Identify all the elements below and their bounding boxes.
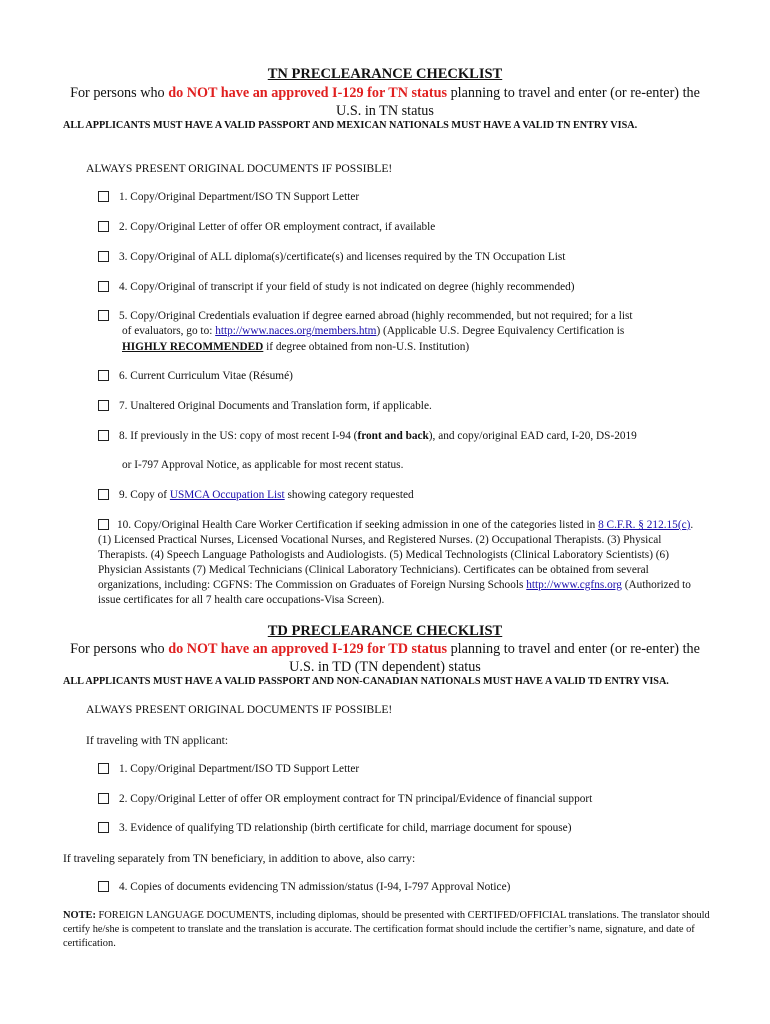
tn-item-3-text: 3. Copy/Original of ALL diploma(s)/certificate(s) and licenses required by the TN Occupation List bbox=[119, 251, 566, 263]
tn-subtitle-a: For persons who bbox=[70, 85, 169, 101]
tn-item-10-text-a: 10. Copy/Original Health Care Worker Certification if seeking admission in one of the categories listed in bbox=[117, 519, 599, 531]
note-text: FOREIGN LANGUAGE DOCUMENTS, including diplomas, should be presented with CERTIFED/OFFICIAL translations. The translator should certify he/she is competent to translate and the translation is accurate. The certification format should include the certifier’s name, signature, and date of certification. bbox=[63, 910, 710, 949]
tn-item-8-text-a: 8. If previously in the US: copy of most recent I-94 ( bbox=[119, 430, 358, 442]
tn-item-9 bbox=[98, 488, 713, 503]
cgfns-link[interactable]: http://www.cgfns.org bbox=[526, 579, 622, 591]
tn-subtitle-b: planning to travel and enter (or re-enter) the U.S. in TN status bbox=[336, 85, 700, 119]
td-subtitle-b: planning to travel and enter (or re-enter) the U.S. in TD (TN dependent) status bbox=[289, 641, 700, 675]
td-if-separately: If traveling separately from TN beneficiary, in addition to above, also carry: bbox=[63, 852, 416, 865]
tn-title: TN PRECLEARANCE CHECKLIST bbox=[267, 66, 503, 82]
td-item-4-text: 4. Copies of documents evidencing TN admission/status (I-94, I-797 Approval Notice) bbox=[119, 881, 511, 893]
tn-item-5-cont2 bbox=[122, 340, 717, 355]
tn-item-5 bbox=[98, 309, 713, 324]
tn-item-4 bbox=[98, 280, 713, 295]
tn-item-5-text-b: of evaluators, go to: bbox=[122, 325, 216, 337]
td-subtitle-a: For persons who bbox=[70, 641, 169, 657]
tn-item-9-text-b: showing category requested bbox=[284, 489, 414, 501]
td-item-4 bbox=[98, 880, 713, 895]
naces-link[interactable]: http://www.naces.org/members.htm bbox=[215, 325, 377, 337]
tn-item-5-text: 5. Copy/Original Credentials evaluation if degree earned abroad (highly recommended, but not required; for a list bbox=[119, 310, 633, 322]
tn-checkbox-3[interactable] bbox=[98, 251, 109, 262]
td-item-2-text: 2. Copy/Original Letter of offer OR employment contract for TN principal/Evidence of financial support bbox=[119, 793, 593, 805]
tn-item-7-text: 7. Unaltered Original Documents and Translation form, if applicable. bbox=[119, 400, 432, 412]
tn-subtitle bbox=[70, 84, 700, 120]
cfr-link[interactable]: 8 C.F.R. § 212.15(c) bbox=[598, 519, 691, 531]
td-item-1 bbox=[98, 762, 713, 777]
tn-checkbox-10[interactable] bbox=[98, 519, 109, 530]
tn-item-1-text: 1. Copy/Original Department/ISO TN Support Letter bbox=[119, 191, 360, 203]
td-requirements: ALL APPLICANTS MUST HAVE A VALID PASSPORT AND NON-CANADIAN NATIONALS MUST HAVE A VALID TD ENTRY VISA. bbox=[63, 676, 669, 687]
tn-requirements: ALL APPLICANTS MUST HAVE A VALID PASSPORT AND MEXICAN NATIONALS MUST HAVE A VALID TN ENTRY VISA. bbox=[63, 120, 638, 131]
tn-checkbox-7[interactable] bbox=[98, 400, 109, 411]
tn-item-10 bbox=[98, 518, 703, 608]
td-checkbox-1[interactable] bbox=[98, 763, 109, 774]
tn-item-1 bbox=[98, 190, 713, 205]
tn-item-8-text-b: ), and copy/original EAD card, I-20, DS-2019 bbox=[428, 430, 637, 442]
tn-item-8 bbox=[98, 429, 713, 444]
td-item-1-text: 1. Copy/Original Department/ISO TD Support Letter bbox=[119, 763, 360, 775]
tn-item-10-text-b: . (1) Licensed Practical Nurses, Licensed Vocational Nurses, and Registered Nurses. (2) Occupational Therapists. (3) Physical Therapists. (4) Speech Language Pathologists and Audiologists. (5) Medical Technologists (Clinical Laboratory Scientists) (6) Physician Assistants (7) Medical Technicians (Clinical Laboratory Technicians). Certificates can be obtained from several organizations, including: CGFNS: The Commission on Graduates of Foreign Nursing Schools bbox=[98, 519, 694, 591]
tn-item-2-text: 2. Copy/Original Letter of offer OR employment contract, if available bbox=[119, 221, 436, 233]
tn-item-10-text-c: (Authorized to issue certificates for all 7 health care occupations-Visa Screen). bbox=[98, 579, 691, 606]
tn-checkbox-8[interactable] bbox=[98, 430, 109, 441]
tn-item-5-cont bbox=[122, 324, 717, 339]
td-title: TD PRECLEARANCE CHECKLIST bbox=[267, 623, 503, 639]
tn-checkbox-4[interactable] bbox=[98, 281, 109, 292]
tn-item-6-text: 6. Current Curriculum Vitae (Résumé) bbox=[119, 370, 293, 382]
tn-item-8-cont: or I-797 Approval Notice, as applicable for most recent status. bbox=[122, 459, 404, 471]
tn-item-2 bbox=[98, 220, 713, 235]
td-checkbox-4[interactable] bbox=[98, 881, 109, 892]
td-subtitle-red: do NOT have an approved I-129 for TD status bbox=[168, 641, 448, 657]
td-item-3 bbox=[98, 821, 713, 836]
tn-checkbox-1[interactable] bbox=[98, 191, 109, 202]
td-checkbox-3[interactable] bbox=[98, 822, 109, 833]
tn-checkbox-2[interactable] bbox=[98, 221, 109, 232]
tn-always-present: ALWAYS PRESENT ORIGINAL DOCUMENTS IF POSSIBLE! bbox=[86, 162, 393, 175]
tn-checkbox-9[interactable] bbox=[98, 489, 109, 500]
highly-recommended: HIGHLY RECOMMENDED bbox=[122, 341, 264, 353]
td-if-with: If traveling with TN applicant: bbox=[86, 734, 229, 747]
usmca-occupation-list-link[interactable]: USMCA Occupation List bbox=[169, 489, 285, 501]
note-label: NOTE: bbox=[63, 910, 96, 921]
td-item-2 bbox=[98, 792, 713, 807]
td-item-3-text: 3. Evidence of qualifying TD relationship (birth certificate for child, marriage document for spouse) bbox=[119, 822, 572, 834]
tn-item-3 bbox=[98, 250, 713, 265]
tn-item-7 bbox=[98, 399, 713, 414]
td-checkbox-2[interactable] bbox=[98, 793, 109, 804]
td-subtitle bbox=[70, 640, 700, 676]
tn-item-5-text-d: if degree obtained from non-U.S. Institution) bbox=[263, 341, 470, 353]
tn-checkbox-5[interactable] bbox=[98, 310, 109, 321]
td-always-present: ALWAYS PRESENT ORIGINAL DOCUMENTS IF POSSIBLE! bbox=[86, 703, 393, 716]
tn-item-5-text-c: ) (Applicable U.S. Degree Equivalency Certification is bbox=[376, 325, 625, 337]
tn-subtitle-red: do NOT have an approved I-129 for TN status bbox=[168, 85, 448, 101]
tn-item-4-text: 4. Copy/Original of transcript if your field of study is not indicated on degree (highly recommended) bbox=[119, 281, 575, 293]
note-paragraph bbox=[63, 909, 713, 951]
tn-item-6 bbox=[98, 369, 713, 384]
tn-item-9-text-a: 9. Copy of bbox=[119, 489, 170, 501]
tn-item-8-bold: front and back bbox=[357, 430, 429, 442]
tn-checkbox-6[interactable] bbox=[98, 370, 109, 381]
